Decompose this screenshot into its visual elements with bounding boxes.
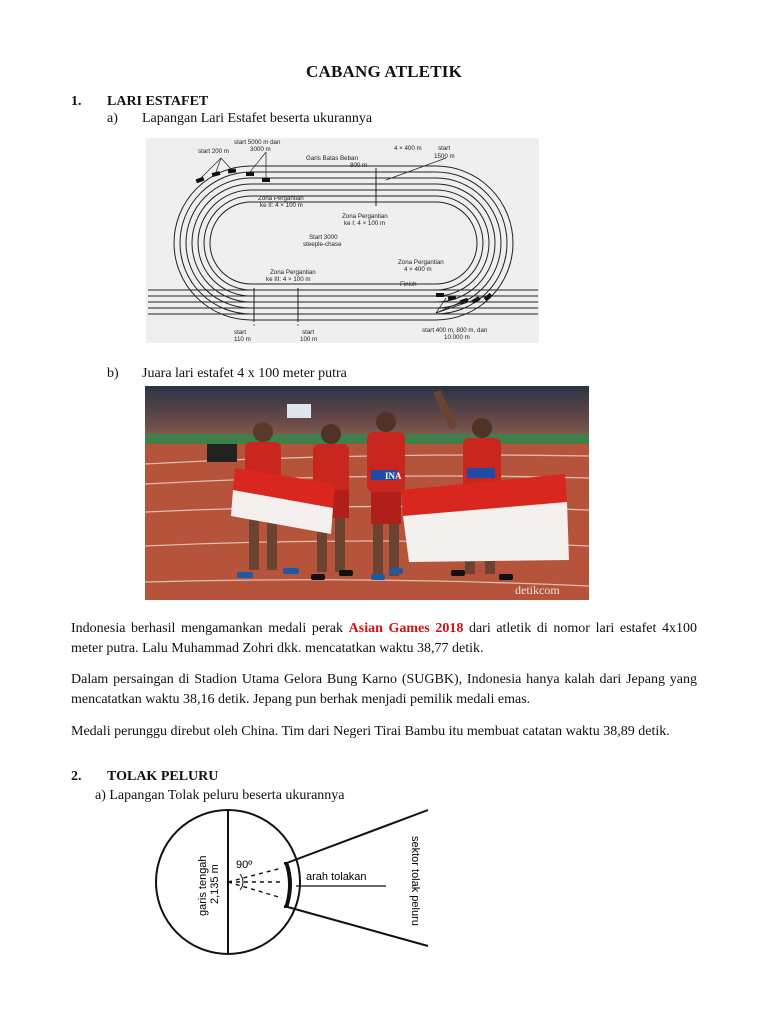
- direction-label: arah tolakan: [306, 871, 367, 883]
- page-title: CABANG ATLETIK: [306, 62, 462, 81]
- track-diagram-svg: [146, 138, 539, 343]
- paragraph-3: Medali perunggu direbut oleh China. Tim dari Negeri Tirai Bambu itu membuat catatan waktu 38,89 detik.: [71, 724, 670, 739]
- label-start-5000-b: 3000 m: [250, 146, 271, 153]
- paragraph-2: Dalam persaingan di Stadion Utama Gelora Bung Karno (SUGBK), Indonesia hanya kalah dari Jepang yang mencatatkan waktu 38,16 detik. Jepang pun berhak menjadi pemilik medali emas.: [71, 672, 697, 707]
- angle-label: 90º: [236, 859, 253, 871]
- section-2-heading: TOLAK PELURU: [107, 769, 219, 784]
- label-steeple-b: steeple-chase: [303, 241, 342, 248]
- label-start-110: start: [234, 329, 247, 336]
- diameter-label-2: 2,135 m: [209, 864, 221, 904]
- label-zona-400: Zona Pergantian: [398, 259, 444, 266]
- label-zona-2-b: ke II: 4 × 100 m: [260, 202, 303, 209]
- label-zona-1: Zona Pergantian: [342, 213, 388, 220]
- label-zona-3-b: ke III: 4 × 100 m: [266, 276, 311, 283]
- relay-team-photo: [145, 386, 589, 600]
- label-zona-1-b: ke I: 4 × 100 m: [344, 220, 386, 227]
- label-finish: Finish: [400, 281, 417, 288]
- label-start-1500: start: [438, 145, 451, 152]
- label-garis-batas: Garis Batas Beban: [306, 155, 358, 162]
- label-start-100: start: [302, 329, 315, 336]
- section-1-heading: LARI ESTAFET: [107, 94, 209, 109]
- section-2a-text: a) Lapangan Tolak peluru beserta ukurannya: [95, 788, 345, 803]
- label-zona-400-b: 4 × 400 m: [404, 266, 432, 273]
- photo-watermark: detikcom: [515, 583, 560, 597]
- shotput-diagram: [150, 806, 440, 956]
- relay-track-diagram: [146, 138, 539, 343]
- label-start-110-b: 110 m: [234, 336, 251, 343]
- label-relay-400: 4 × 400 m: [394, 145, 422, 152]
- label-garis-batas-b: 800 m: [350, 162, 368, 169]
- section-1-number: 1.: [71, 94, 82, 109]
- paragraph-1-start: Indonesia berhasil mengamankan medali perak: [71, 621, 349, 636]
- label-steeple: Start 3000: [309, 234, 338, 241]
- label-start-400-b: 10.000 m: [444, 334, 470, 341]
- label-zona-2: Zona Pergantian: [258, 195, 304, 202]
- sector-label: sektor tolak peluru: [409, 836, 421, 926]
- section-1b-text: Juara lari estafet 4 x 100 meter putra: [142, 366, 347, 381]
- paragraph-1: [71, 619, 697, 659]
- section-1b-marker: b): [107, 366, 119, 381]
- section-1a-marker: a): [107, 111, 118, 126]
- section-2-number: 2.: [71, 769, 82, 784]
- section-1a-text: Lapangan Lari Estafet beserta ukurannya: [142, 111, 373, 126]
- label-start-400: start 400 m, 800 m, dan: [422, 327, 488, 334]
- diameter-label-1: garis tengah: [197, 855, 209, 916]
- bib-label: INA: [385, 471, 402, 481]
- label-start-1500-b: 1500 m: [434, 153, 455, 160]
- label-start-100-b: 100 m: [300, 336, 318, 343]
- asian-games-highlight: Asian Games 2018: [348, 621, 464, 636]
- paragraph-1-end: dari atletik di nomor lari estafet 4x100 meter putra. Lalu Muhammad Zohri dkk. mencatatkan waktu 38,77 detik.: [71, 621, 697, 656]
- label-zona-3: Zona Pergantian: [270, 269, 316, 276]
- label-start-5000: start 5000 m dan: [234, 139, 281, 146]
- label-start-200: start 200 m: [198, 148, 229, 155]
